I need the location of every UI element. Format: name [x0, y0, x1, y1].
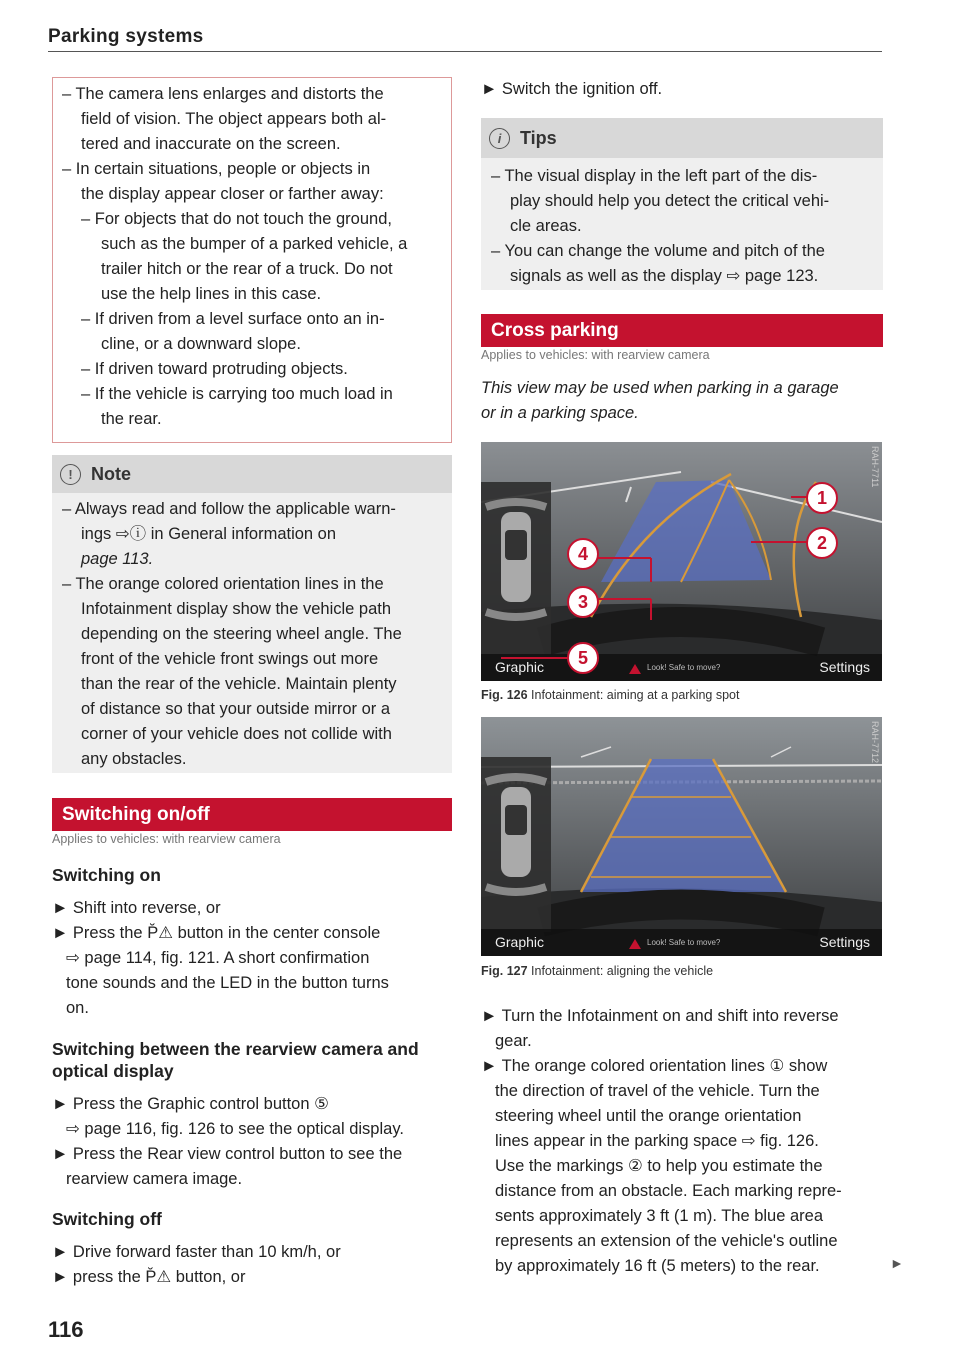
graphic-button: Graphic: [495, 659, 545, 675]
note-line: front of the vehicle front swings out more: [81, 650, 379, 668]
step-line: Use the markings ② to help you estimate the: [495, 1157, 823, 1175]
settings-button: Settings: [819, 659, 870, 675]
step-line: ► Turn the Infotainment on and shift into reverse: [481, 1007, 839, 1025]
note-line: ings ⇨ⓘ in General information on: [81, 525, 337, 543]
step-line: represents an extension of the vehicle's outline: [495, 1232, 838, 1250]
step-line: steering wheel until the orange orientation: [495, 1107, 802, 1125]
caution-line: the display appear closer or farther away:: [81, 185, 384, 203]
callout-2: 2: [806, 527, 838, 559]
note-line: page 113.: [81, 550, 154, 568]
caution-line: – If driven from a level surface onto an in-: [81, 310, 385, 328]
subheading-switching-on: Switching on: [52, 865, 161, 885]
step-line: ► The orange colored orientation lines ① show: [481, 1057, 828, 1075]
page-number: 116: [48, 1317, 84, 1342]
step-line: the direction of travel of the vehicle. Turn the: [495, 1082, 820, 1100]
subheading-switching-off: Switching off: [52, 1209, 162, 1229]
step-line: ► Press the P̆⚠ button in the center console: [52, 924, 381, 942]
subheading-switching-between: [52, 1038, 419, 1082]
callout-3: 3: [567, 586, 599, 618]
step-line: sents approximately 3 ft (1 m). The blue area: [495, 1207, 824, 1225]
note-line: any obstacles.: [81, 750, 187, 768]
switching-on-steps: [52, 896, 452, 1021]
note-line: – Always read and follow the applicable warn-: [62, 500, 396, 518]
step-line: on.: [66, 999, 89, 1017]
step-line: distance from an obstacle. Each marking repre-: [495, 1182, 842, 1200]
figure-code: RAH-7712: [870, 721, 880, 764]
subheading-line: Switching between the rearview camera and: [52, 1039, 419, 1059]
tips-title: Tips: [520, 127, 557, 148]
caution-line: field of vision. The object appears both al-: [81, 110, 387, 128]
tips-line: – The visual display in the left part of the dis-: [491, 167, 818, 185]
step-line: ► Shift into reverse, or: [52, 899, 221, 917]
rearview-camera-image: [481, 717, 882, 956]
step-line: tone sounds and the LED in the button turns: [66, 974, 389, 992]
step-line: ⇨ page 114, fig. 121. A short confirmation: [66, 949, 370, 967]
intro-line: This view may be used when parking in a garage: [481, 379, 839, 397]
note-line: of distance so that your outside mirror or a: [81, 700, 391, 718]
graphic-button: Graphic: [495, 934, 545, 950]
caution-line: – The camera lens enlarges and distorts the: [62, 85, 384, 103]
switching-off-steps: [52, 1240, 452, 1290]
callout-1: 1: [806, 482, 838, 514]
figure-127-caption: [481, 964, 713, 978]
caution-line: – If the vehicle is carrying too much load in: [81, 385, 393, 403]
caution-box-text: [62, 82, 442, 432]
settings-button: Settings: [819, 934, 870, 950]
safety-warning-text: Look! Safe to move?: [647, 938, 721, 947]
step-line: ► Switch the ignition off.: [481, 80, 663, 98]
switching-between-steps: [52, 1092, 452, 1192]
caption-number: Fig. 126: [481, 688, 528, 702]
callout-5: 5: [567, 642, 599, 674]
subheading-line: optical display: [52, 1061, 174, 1081]
tips-line: cle areas.: [510, 217, 582, 235]
info-icon: i: [489, 128, 510, 149]
header-rule: [48, 51, 882, 52]
caution-line: cline, or a downward slope.: [101, 335, 301, 353]
callout-4: 4: [567, 538, 599, 570]
note-line: than the rear of the vehicle. Maintain plenty: [81, 675, 397, 693]
caution-line: – In certain situations, people or objects in: [62, 160, 371, 178]
caution-line: use the help lines in this case.: [101, 285, 322, 303]
note-line: depending on the steering wheel angle. The: [81, 625, 402, 643]
figure-code: RAH-7711: [870, 446, 880, 488]
step-line: rearview camera image.: [66, 1170, 243, 1188]
tips-box: [481, 118, 883, 290]
caution-line: such as the bumper of a parked vehicle, a: [101, 235, 408, 253]
figure-126-infotainment-screen: [481, 442, 882, 681]
cross-parking-steps: [481, 1004, 891, 1279]
exclamation-icon: !: [60, 464, 81, 485]
cross-parking-intro: [481, 376, 839, 426]
figure-127-infotainment-screen: [481, 717, 882, 956]
caution-line: – If driven toward protruding objects.: [81, 360, 348, 378]
note-line: Infotainment display show the vehicle path: [81, 600, 392, 618]
tips-line: signals as well as the display ⇨ page 123.: [510, 267, 819, 285]
step-line: ► Drive forward faster than 10 km/h, or: [52, 1243, 341, 1261]
step-line: lines appear in the parking space ⇨ fig. 126.: [495, 1132, 819, 1150]
note-box: [52, 455, 452, 773]
caution-line: trailer hitch or the rear of a truck. Do not: [101, 260, 393, 278]
step-line: ► Press the Graphic control button ⑤: [52, 1095, 329, 1113]
note-line: corner of your vehicle does not collide with: [81, 725, 392, 743]
switch-ignition-step: [481, 77, 881, 102]
intro-line: or in a parking space.: [481, 404, 639, 422]
note-title: Note: [91, 463, 131, 484]
note-header: [52, 455, 452, 493]
section-title-cross-parking: Cross parking: [481, 314, 883, 347]
caption-number: Fig. 127: [481, 964, 528, 978]
step-line: ► press the P̆⚠ button, or: [52, 1268, 246, 1286]
section-title-switching: Switching on/off: [52, 798, 452, 831]
step-line: ► Press the Rear view control button to see the: [52, 1145, 403, 1163]
caution-line: tered and inaccurate on the screen.: [81, 135, 341, 153]
step-line: ⇨ page 116, fig. 126 to see the optical display.: [66, 1120, 404, 1138]
page-header-title: Parking systems: [48, 26, 204, 47]
caption-text: Infotainment: aligning the vehicle: [531, 964, 714, 978]
caution-line: the rear.: [101, 410, 162, 428]
applies-note: Applies to vehicles: with rearview camera: [52, 832, 281, 846]
safety-warning-text: Look! Safe to move?: [647, 663, 721, 672]
caption-text: Infotainment: aiming at a parking spot: [531, 688, 740, 702]
step-line: gear.: [495, 1032, 532, 1050]
tips-line: play should help you detect the critical vehi-: [510, 192, 830, 210]
note-line: – The orange colored orientation lines in the: [62, 575, 384, 593]
tips-line: – You can change the volume and pitch of the: [491, 242, 825, 260]
figure-126-caption: [481, 688, 740, 702]
tips-header: [481, 118, 883, 158]
rearview-camera-image: [481, 442, 882, 681]
caution-line: – For objects that do not touch the ground,: [81, 210, 392, 228]
applies-note: Applies to vehicles: with rearview camera: [481, 348, 710, 362]
step-line: by approximately 16 ft (5 meters) to the rear.: [495, 1257, 820, 1275]
continue-arrow-icon: ►: [890, 1255, 904, 1271]
